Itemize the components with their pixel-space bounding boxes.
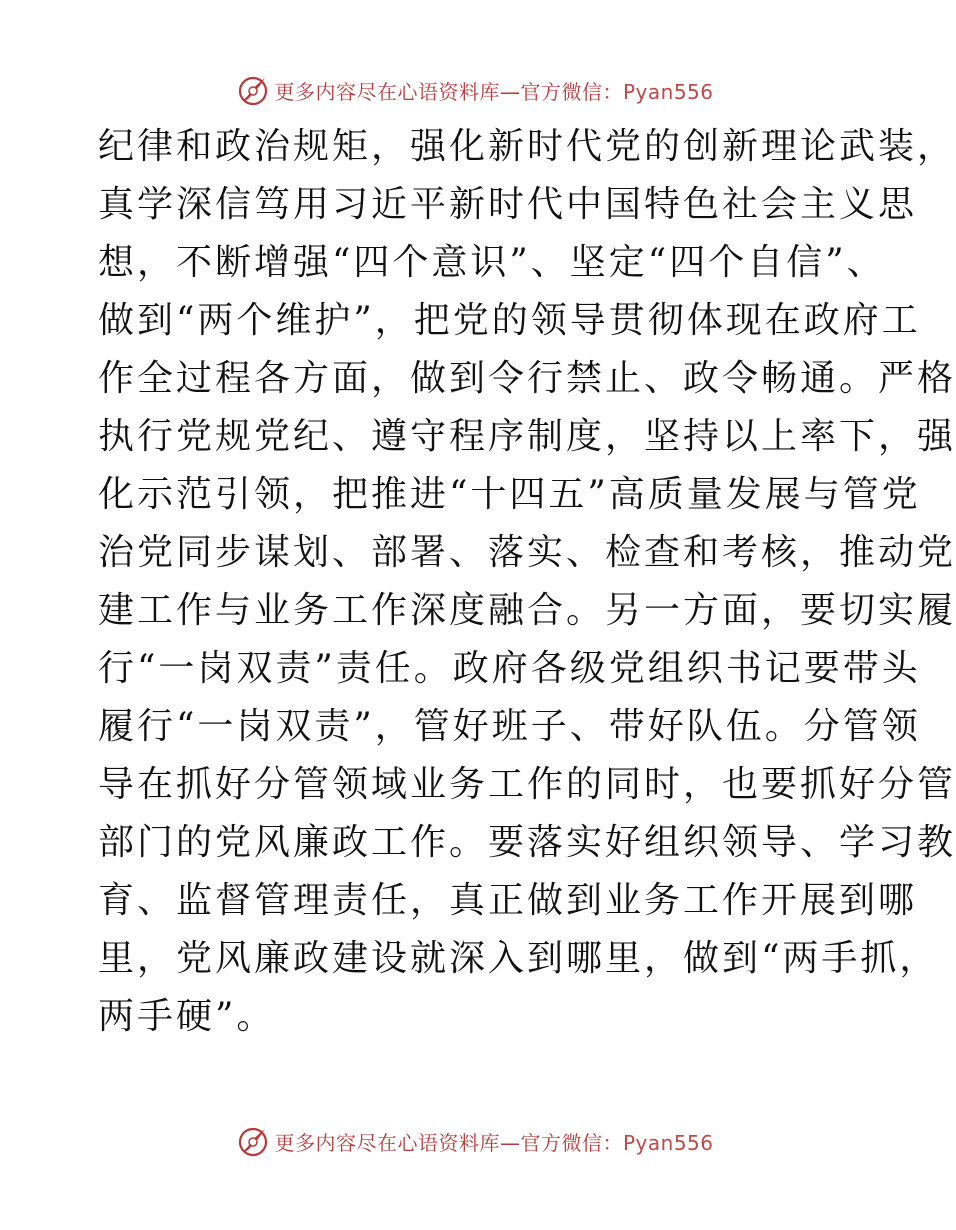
- text-line: 执行党规党纪、遵守程序制度，坚持以上率下，强: [98, 416, 956, 457]
- text-line: 履行“一岗双责”，管好班子、带好队伍。分管领: [98, 706, 921, 747]
- wechat-handle: Pyan556: [622, 79, 714, 104]
- document-body: [98, 118, 956, 1046]
- text-line: 治党同步谋划、部署、落实、检查和考核，推动党: [98, 532, 956, 573]
- header-banner: [0, 70, 950, 110]
- text-line: 部门的党风廉政工作。要落实好组织领导、学习教: [98, 822, 956, 863]
- text-line: 育、监督管理责任，真正做到业务工作开展到哪: [98, 880, 918, 921]
- banner-text: 更多内容尽在心语资料库—官方微信：Pyan556: [274, 1130, 714, 1155]
- text-line: 想，不断增强“四个意识”、坚定“四个自信”、: [98, 242, 886, 283]
- quill-logo-icon: [236, 73, 270, 107]
- text-line: 真学深信笃用习近平新时代中国特色社会主义思: [98, 184, 918, 225]
- text-line: 作全过程各方面，做到令行禁止、政令畅通。严格: [98, 358, 956, 399]
- text-line: 纪律和政治规矩，强化新时代党的创新理论武装，: [98, 126, 956, 167]
- footer-banner: [0, 1121, 950, 1161]
- text-line: 化示范引领，把推进“十四五”高质量发展与管党: [98, 474, 921, 515]
- wechat-handle: Pyan556: [622, 1130, 714, 1155]
- text-line: 做到“两个维护”，把党的领导贯彻体现在政府工: [98, 300, 921, 341]
- text-line: 行“一岗双责”责任。政府各级党组织书记要带头: [98, 648, 921, 689]
- quill-logo-icon: [236, 1124, 270, 1158]
- banner-text: 更多内容尽在心语资料库—官方微信：Pyan556: [274, 79, 714, 104]
- text-line: 导在抓好分管领域业务工作的同时，也要抓好分管: [98, 764, 956, 805]
- text-line: 两手硬”。: [98, 996, 276, 1037]
- text-line: 建工作与业务工作深度融合。另一方面，要切实履: [98, 590, 956, 631]
- text-line: 里，党风廉政建设就深入到哪里，做到“两手抓，: [98, 938, 939, 979]
